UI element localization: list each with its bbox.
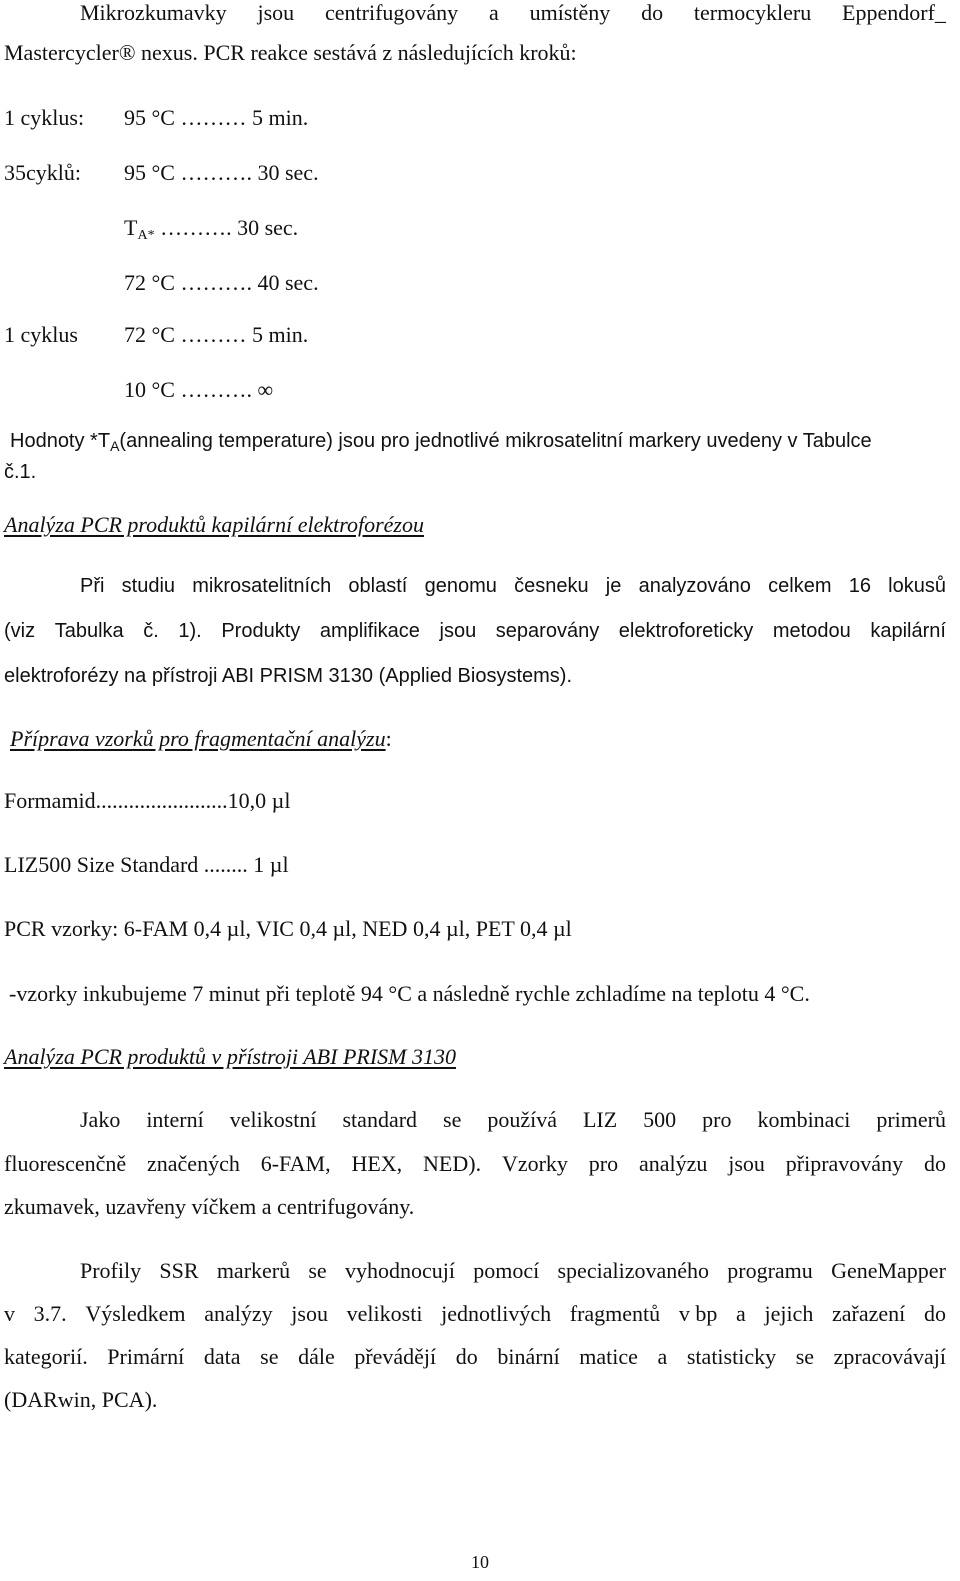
word: v bp xyxy=(678,1301,718,1326)
word: markerů xyxy=(216,1258,291,1283)
section2-p2-line-4: (DARwin, PCA). xyxy=(4,1387,158,1412)
word: fluorescenčně xyxy=(4,1151,127,1176)
word: centrifugovány xyxy=(325,0,459,25)
word: a xyxy=(736,1301,746,1326)
word: binární xyxy=(497,1344,560,1369)
word: 6-FAM, xyxy=(260,1151,331,1176)
word: 500 xyxy=(643,1107,677,1132)
word: značených xyxy=(147,1151,240,1176)
word: a xyxy=(657,1344,668,1369)
step-label: 35cyklů: xyxy=(4,160,81,185)
word: amplifikace xyxy=(319,620,420,642)
word: fragmentů xyxy=(569,1301,661,1326)
word: standard xyxy=(342,1107,418,1132)
word: NED). xyxy=(423,1151,482,1176)
word: GeneMapper xyxy=(831,1258,946,1283)
word: analyzováno xyxy=(638,575,751,597)
word: 1). xyxy=(178,620,202,642)
note-text: (annealing temperature) jsou pro jednotlivé mikrosatelitní markery uvedeny v Tabulce xyxy=(119,430,872,452)
word: interní xyxy=(146,1107,204,1132)
word: do xyxy=(923,1301,946,1326)
word: mikrosatelitních xyxy=(192,575,332,597)
word: jednotlivých xyxy=(441,1301,552,1326)
word: Jako xyxy=(80,1107,121,1132)
word: kombinaci xyxy=(757,1107,851,1132)
annealing-symbol: T xyxy=(124,215,138,240)
section1-paragraph-line-2 xyxy=(4,618,946,644)
word: se xyxy=(795,1344,815,1369)
word: metodou xyxy=(772,620,851,642)
word: elektroforeticky xyxy=(618,620,754,642)
word: Primární xyxy=(107,1344,185,1369)
word: data xyxy=(203,1344,241,1369)
word: 16 xyxy=(848,575,871,597)
word: genomu xyxy=(424,575,497,597)
annealing-subscript: A* xyxy=(137,228,155,243)
word: LIZ xyxy=(582,1107,618,1132)
word: oblastí xyxy=(348,575,408,597)
section2-p2-line-2 xyxy=(4,1301,946,1327)
word: statisticky xyxy=(686,1344,777,1369)
section-heading-abi-prism: Analýza PCR produktů v přístroji ABI PRISM 3130 xyxy=(4,1044,456,1069)
word: dále xyxy=(298,1344,335,1369)
word: pro xyxy=(588,1151,619,1176)
step-label: 1 cyklus xyxy=(4,322,78,347)
step-temp: 72 °C ………. 40 sec. xyxy=(124,270,319,295)
word: se xyxy=(308,1258,327,1283)
section2-p1-line-1 xyxy=(80,1107,946,1133)
incubation-line: -vzorky inkubujeme 7 minut při teplotě 94 °C a následně rychle zchladíme na teplotu 4 °C. xyxy=(9,981,810,1006)
word: Produkty xyxy=(221,620,301,642)
page-number: 10 xyxy=(471,1552,489,1572)
word: do xyxy=(641,0,664,25)
word: se xyxy=(260,1344,279,1369)
word: 3.7. xyxy=(33,1301,67,1326)
liz-standard-line: LIZ500 Size Standard ........ 1 µl xyxy=(4,852,289,877)
word: připravovány xyxy=(785,1151,904,1176)
step-temp: 72 °C ……… 5 min. xyxy=(124,322,309,347)
word: česneku xyxy=(514,575,589,597)
section2-p2-line-1 xyxy=(80,1258,946,1284)
word: v xyxy=(4,1301,15,1326)
word: kategorií. xyxy=(4,1344,88,1369)
word: do xyxy=(923,1151,946,1176)
note-subscript: A xyxy=(110,438,120,454)
word: zařazení xyxy=(832,1301,906,1326)
word: a xyxy=(489,0,499,25)
word: velikosti xyxy=(346,1301,423,1326)
step-label: 1 cyklus: xyxy=(4,105,85,130)
section-heading-capillary: Analýza PCR produktů kapilární elektroforézou xyxy=(4,512,424,537)
preparation-heading-colon: : xyxy=(385,726,392,751)
word: Eppendorf_ xyxy=(842,0,946,25)
preparation-heading xyxy=(10,726,392,752)
annealing-duration: ………. 30 sec. xyxy=(154,215,299,240)
step-temp: 95 °C ………. 30 sec. xyxy=(124,160,319,185)
step-temp: 95 °C ……… 5 min. xyxy=(124,105,309,130)
note-prefix: Hodnoty *T xyxy=(10,430,111,452)
word: studiu xyxy=(121,575,176,597)
word: je xyxy=(605,575,622,597)
section1-paragraph-line-3: elektroforézy na přístroji ABI PRISM 3130 (Applied Biosystems). xyxy=(4,665,573,687)
preparation-heading-text: Příprava vzorků pro fragmentační analýzu xyxy=(10,726,386,751)
word: Tabulka xyxy=(54,620,124,642)
word: analýzy xyxy=(204,1301,273,1326)
word: termocykleru xyxy=(693,0,812,25)
word: primerů xyxy=(876,1107,946,1132)
word: jsou xyxy=(291,1301,328,1326)
word: analýzu xyxy=(638,1151,708,1176)
word: jsou xyxy=(439,620,477,642)
word: jsou xyxy=(728,1151,765,1176)
step-temp: 10 °C ………. ∞ xyxy=(124,377,274,402)
word: jsou xyxy=(257,0,295,25)
word: Mikrozkumavky xyxy=(80,0,227,25)
word: separovány xyxy=(495,620,600,642)
section1-paragraph-line-1 xyxy=(80,573,946,599)
word: pomocí xyxy=(473,1258,540,1283)
section2-p2-line-3 xyxy=(4,1344,946,1370)
word: umístěny xyxy=(529,0,611,25)
word: velikostní xyxy=(229,1107,317,1132)
word: kapilární xyxy=(870,620,946,642)
word: pro xyxy=(702,1107,732,1132)
intro-line-2: Mastercycler® nexus. PCR reakce sestává z následujících kroků: xyxy=(4,40,577,65)
word: programu xyxy=(727,1258,813,1283)
word: jejich xyxy=(764,1301,814,1326)
word: Při xyxy=(80,575,105,597)
word: zpracovávají xyxy=(833,1344,946,1369)
annealing-note xyxy=(10,428,872,459)
word: matice xyxy=(579,1344,638,1369)
word: převádějí xyxy=(354,1344,437,1369)
word: Vzorky xyxy=(501,1151,568,1176)
intro-line-1 xyxy=(80,0,946,26)
section2-p1-line-3: zkumavek, uzavřeny víčkem a centrifugovány. xyxy=(4,1194,415,1219)
word: č. xyxy=(143,620,159,642)
word: do xyxy=(455,1344,478,1369)
word: (viz xyxy=(4,620,36,642)
step-temp xyxy=(124,215,298,249)
word: celkem xyxy=(768,575,832,597)
word: Profily xyxy=(80,1258,142,1283)
annealing-note-line-2: č.1. xyxy=(4,461,37,483)
word: HEX, xyxy=(351,1151,403,1176)
section2-p1-line-2 xyxy=(4,1151,946,1177)
word: používá xyxy=(487,1107,557,1132)
pcr-samples-line: PCR vzorky: 6-FAM 0,4 µl, VIC 0,4 µl, NED 0,4 µl, PET 0,4 µl xyxy=(4,916,572,941)
word: Výsledkem xyxy=(85,1301,186,1326)
word: vyhodnocují xyxy=(344,1258,455,1283)
word: se xyxy=(443,1107,462,1132)
formamid-line: Formamid........................10,0 µl xyxy=(4,788,291,813)
word: SSR xyxy=(159,1258,199,1283)
word: specializovaného xyxy=(557,1258,709,1283)
word: lokusů xyxy=(888,575,946,597)
